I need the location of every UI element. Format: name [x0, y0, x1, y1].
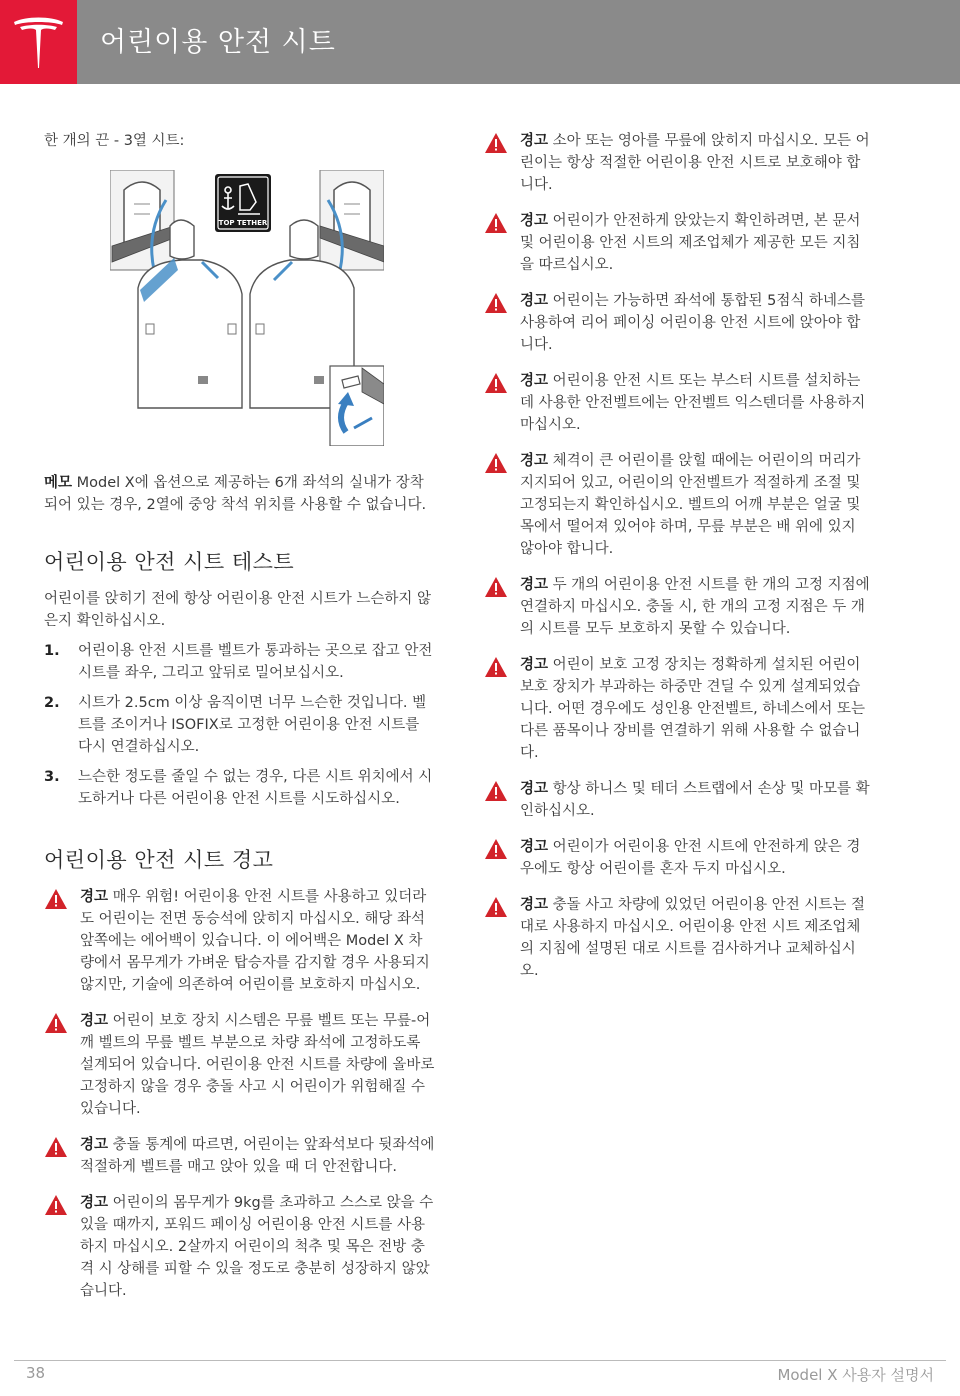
warning-triangle-icon — [44, 1136, 68, 1158]
page-title: 어린이용 안전 시트 — [100, 27, 336, 58]
list-item: 1. 어린이용 안전 시트를 벨트가 통과하는 곳으로 잡고 안전 시트를 좌우, 그리고 앞뒤로 밀어보십시오. — [44, 643, 433, 681]
warning-item: 경고 소아 또는 영아를 무릎에 앉히지 마십시오. 모든 어린이는 항상 적절한 어린이용 안전 시트로 보호해야 합니다. — [484, 130, 874, 196]
warning-triangle-icon — [44, 1012, 68, 1034]
warning-triangle-icon — [484, 656, 508, 678]
warning-triangle-icon — [484, 896, 508, 918]
warning-triangle-icon — [484, 372, 508, 394]
warning-item: 경고 어린이의 몸무게가 9kg를 초과하고 스스로 앉을 수 있을 때까지, 포워드 페이싱 어린이용 안전 시트를 사용하지 마십시오. 2살까지 어린이의 척추 및 목은 전방 충격 시 상해를 피할 수 있을 정도로 충분히 성장하지 않았습니다. — [44, 1192, 436, 1302]
warning-item: 경고 어린이가 안전하게 앉았는지 확인하려면, 본 문서 및 어린이용 안전 시트의 제조업체가 제공한 모든 지침을 따르십시오. — [484, 210, 874, 276]
warning-triangle-icon — [484, 576, 508, 598]
seat-figure — [110, 170, 384, 446]
right-column — [484, 130, 874, 996]
top-tether-label: TOP TETHER — [218, 219, 268, 227]
warning-item: 경고 어린이가 어린이용 안전 시트에 안전하게 앉은 경우에도 항상 어린이를 혼자 두지 마십시오. — [484, 836, 874, 880]
list-item: 3. 느슨한 정도를 줄일 수 없는 경우, 다른 시트 위치에서 시도하거나 다른 어린이용 안전 시트를 시도하십시오. — [44, 769, 433, 807]
warning-triangle-icon — [484, 780, 508, 802]
third-row-seats-illustration — [110, 170, 384, 446]
left-column — [44, 130, 436, 1316]
warning-triangle-icon — [484, 838, 508, 860]
warnings-heading: 어린이용 안전 시트 경고 — [44, 848, 274, 872]
note-label: 메모 — [44, 475, 73, 491]
warning-item: 경고 어린이 보호 고정 장치는 정확하게 설치된 어린이 보호 장치가 부과하는 하중만 견딜 수 있게 설계되었습니다. 어떤 경우에도 성인용 안전벨트, 하네스에서 또는 다른 품목이나 장비를 연결하기 위해 사용할 수 없습니다. — [484, 654, 874, 764]
warning-item: 경고 어린이용 안전 시트 또는 부스터 시트를 설치하는 데 사용한 안전벨트에는 안전벨트 익스텐더를 사용하지 마십시오. — [484, 370, 874, 436]
warning-item: 경고 충돌 통계에 따르면, 어린이는 앞좌석보다 뒷좌석에 적절하게 벨트를 매고 앉아 있을 때 더 안전합니다. — [44, 1134, 436, 1178]
warning-triangle-icon — [484, 132, 508, 154]
test-intro: 어린이를 앉히기 전에 항상 어린이용 안전 시트가 느슨하지 않은지 확인하십시오. — [44, 591, 432, 629]
test-steps-list — [44, 640, 436, 810]
page-number: 38 — [26, 1364, 46, 1382]
manual-title: Model X 사용자 설명서 — [777, 1366, 934, 1384]
figure-caption: 한 개의 끈 - 3열 시트: — [44, 133, 185, 149]
warning-triangle-icon — [484, 212, 508, 234]
warning-triangle-icon — [44, 1194, 68, 1216]
warning-triangle-icon — [484, 292, 508, 314]
warning-item: 경고 어린이 보호 장치 시스템은 무릎 벨트 또는 무릎-어깨 벨트의 무릎 벨트 부분으로 차량 좌석에 고정하도록 설계되어 있습니다. 어린이용 안전 시트를 차량에 올바로 고정하지 않을 경우 충돌 사고 시 어린이가 위험해질 수 있습니다. — [44, 1010, 436, 1120]
warning-triangle-icon — [484, 452, 508, 474]
warning-item: 경고 충돌 사고 차량에 있었던 어린이용 안전 시트는 절대로 사용하지 마십시오. 어린이용 안전 시트 제조업체의 지침에 설명된 대로 시트를 검사하거나 교체하십시오. — [484, 894, 874, 982]
memo-note — [44, 472, 436, 516]
warning-item: 경고 어린이는 가능하면 좌석에 통합된 5점식 하네스를 사용하여 리어 페이싱 어린이용 안전 시트에 앉아야 합니다. — [484, 290, 874, 356]
footer-divider — [14, 1360, 946, 1361]
brand-logo-box — [0, 0, 77, 84]
warning-triangle-icon — [44, 888, 68, 910]
note-text: Model X에 옵션으로 제공하는 6개 좌석의 실내가 장착되어 있는 경우, 2열에 중앙 착석 위치를 사용할 수 없습니다. — [44, 475, 427, 513]
warning-item: 경고 매우 위험! 어린이용 안전 시트를 사용하고 있더라도 어린이는 전면 동승석에 앉히지 마십시오. 해당 좌석 앞쪽에는 에어백이 있습니다. 이 에어백은 Model X 차량에서 몸무게가 가벼운 탑승자를 감지할 경우 사용되지 않지만, 기술에 의존하여 어린이를 보호하지 마십시오. — [44, 886, 436, 996]
tesla-logo-icon — [12, 14, 65, 70]
header-bar — [0, 0, 960, 84]
warning-item: 경고 두 개의 어린이용 안전 시트를 한 개의 고정 지점에 연결하지 마십시오. 충돌 시, 한 개의 고정 지점은 두 개의 시트를 모두 보호하지 못할 수 있습니다. — [484, 574, 874, 640]
list-item: 2. 시트가 2.5cm 이상 움직이면 너무 느슨한 것입니다. 벨트를 조이거나 ISOFIX로 고정한 어린이용 안전 시트를 다시 연결하십시오. — [44, 695, 427, 755]
test-heading: 어린이용 안전 시트 테스트 — [44, 550, 295, 574]
warning-item: 경고 체격이 큰 어린이를 앉힐 때에는 어린이의 머리가 지지되어 있고, 어린이의 안전벨트가 적절하게 조절 및 고정되는지 확인하십시오. 벨트의 어깨 부분은 얼굴 및 목에서 떨어져 있어야 하며, 무릎 부분은 배 위에 있지 않아야 합니다. — [484, 450, 874, 560]
warning-item: 경고 항상 하니스 및 테더 스트랩에서 손상 및 마모를 확인하십시오. — [484, 778, 874, 822]
